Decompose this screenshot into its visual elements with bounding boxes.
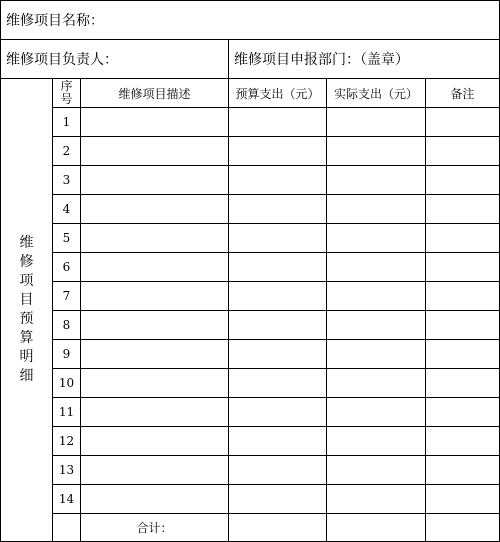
remark-cell[interactable] [426, 166, 500, 195]
actual-cell[interactable] [327, 282, 426, 311]
table-row [1, 485, 500, 514]
project-name-label: 维修项目名称： [1, 1, 500, 40]
description-cell[interactable] [81, 340, 229, 369]
description-cell[interactable] [81, 224, 229, 253]
budget-cell[interactable] [229, 224, 327, 253]
table-row [1, 253, 500, 282]
total-row [1, 514, 500, 542]
budget-cell[interactable] [229, 137, 327, 166]
table-row [1, 166, 500, 195]
total-label: 合计： [81, 514, 229, 542]
actual-cell[interactable] [327, 108, 426, 137]
actual-cell[interactable] [327, 253, 426, 282]
table-row [1, 108, 500, 137]
seq-header [53, 79, 81, 108]
side-label-char: 明 [19, 349, 34, 365]
side-label-char: 目 [19, 292, 34, 308]
table-row [1, 398, 500, 427]
remark-header: 备注 [426, 79, 500, 108]
column-header-row [1, 79, 500, 108]
description-cell[interactable] [81, 137, 229, 166]
description-cell[interactable] [81, 108, 229, 137]
table-row [1, 224, 500, 253]
actual-cell[interactable] [327, 485, 426, 514]
table-row [1, 195, 500, 224]
seq-cell: 7 [53, 282, 81, 311]
table-row [1, 311, 500, 340]
actual-cell[interactable] [327, 427, 426, 456]
project-owner-label: 维修项目负责人： [1, 40, 229, 79]
side-label-char: 修 [19, 254, 34, 270]
total-budget-cell[interactable] [229, 514, 327, 542]
side-label-char: 预 [19, 311, 34, 327]
table-row [1, 456, 500, 485]
budget-cell[interactable] [229, 166, 327, 195]
department-label: 维修项目申报部门：（盖章） [229, 40, 500, 79]
table-row [1, 340, 500, 369]
remark-cell[interactable] [426, 311, 500, 340]
seq-header-line1: 序 [60, 79, 73, 93]
seq-cell: 10 [53, 369, 81, 398]
seq-cell: 14 [53, 485, 81, 514]
description-cell[interactable] [81, 427, 229, 456]
description-cell[interactable] [81, 456, 229, 485]
remark-cell[interactable] [426, 369, 500, 398]
actual-cell[interactable] [327, 369, 426, 398]
description-cell[interactable] [81, 195, 229, 224]
actual-cell[interactable] [327, 311, 426, 340]
budget-cell[interactable] [229, 456, 327, 485]
remark-cell[interactable] [426, 456, 500, 485]
description-cell[interactable] [81, 311, 229, 340]
seq-cell: 11 [53, 398, 81, 427]
description-cell[interactable] [81, 253, 229, 282]
seq-cell: 2 [53, 137, 81, 166]
seq-cell: 1 [53, 108, 81, 137]
budget-cell[interactable] [229, 485, 327, 514]
remark-cell[interactable] [426, 427, 500, 456]
actual-cell[interactable] [327, 166, 426, 195]
seq-cell: 5 [53, 224, 81, 253]
side-label-char: 细 [19, 368, 34, 384]
table-row [1, 137, 500, 166]
side-label-char: 算 [19, 330, 34, 346]
budget-cell[interactable] [229, 340, 327, 369]
actual-cell[interactable] [327, 340, 426, 369]
budget-cell[interactable] [229, 108, 327, 137]
budget-cell[interactable] [229, 195, 327, 224]
table-row [1, 427, 500, 456]
seq-cell: 4 [53, 195, 81, 224]
table-row [1, 282, 500, 311]
remark-cell[interactable] [426, 224, 500, 253]
seq-cell: 13 [53, 456, 81, 485]
budget-cell[interactable] [229, 427, 327, 456]
actual-header: 实际支出（元） [327, 79, 426, 108]
budget-header: 预算支出（元） [229, 79, 327, 108]
description-cell[interactable] [81, 166, 229, 195]
budget-cell[interactable] [229, 282, 327, 311]
budget-cell[interactable] [229, 369, 327, 398]
description-cell[interactable] [81, 398, 229, 427]
remark-cell[interactable] [426, 137, 500, 166]
remark-cell[interactable] [426, 195, 500, 224]
remark-cell[interactable] [426, 282, 500, 311]
actual-cell[interactable] [327, 224, 426, 253]
description-cell[interactable] [81, 369, 229, 398]
seq-cell: 8 [53, 311, 81, 340]
table-row [1, 369, 500, 398]
remark-cell[interactable] [426, 340, 500, 369]
side-label-char: 项 [19, 273, 34, 289]
total-remark-cell[interactable] [426, 514, 500, 542]
budget-cell[interactable] [229, 398, 327, 427]
total-seq-cell [53, 514, 81, 542]
total-actual-cell[interactable] [327, 514, 426, 542]
actual-cell[interactable] [327, 195, 426, 224]
remark-cell[interactable] [426, 253, 500, 282]
budget-cell[interactable] [229, 253, 327, 282]
actual-cell[interactable] [327, 137, 426, 166]
actual-cell[interactable] [327, 456, 426, 485]
description-cell[interactable] [81, 485, 229, 514]
side-label [1, 79, 53, 542]
budget-cell[interactable] [229, 311, 327, 340]
side-label-char: 维 [19, 235, 34, 251]
seq-cell: 12 [53, 427, 81, 456]
seq-header-line2: 号 [60, 92, 73, 106]
seq-cell: 6 [53, 253, 81, 282]
remark-cell[interactable] [426, 108, 500, 137]
seq-cell: 9 [53, 340, 81, 369]
actual-cell[interactable] [327, 398, 426, 427]
remark-cell[interactable] [426, 398, 500, 427]
description-header: 维修项目描述 [81, 79, 229, 108]
description-cell[interactable] [81, 282, 229, 311]
remark-cell[interactable] [426, 485, 500, 514]
seq-cell: 3 [53, 166, 81, 195]
